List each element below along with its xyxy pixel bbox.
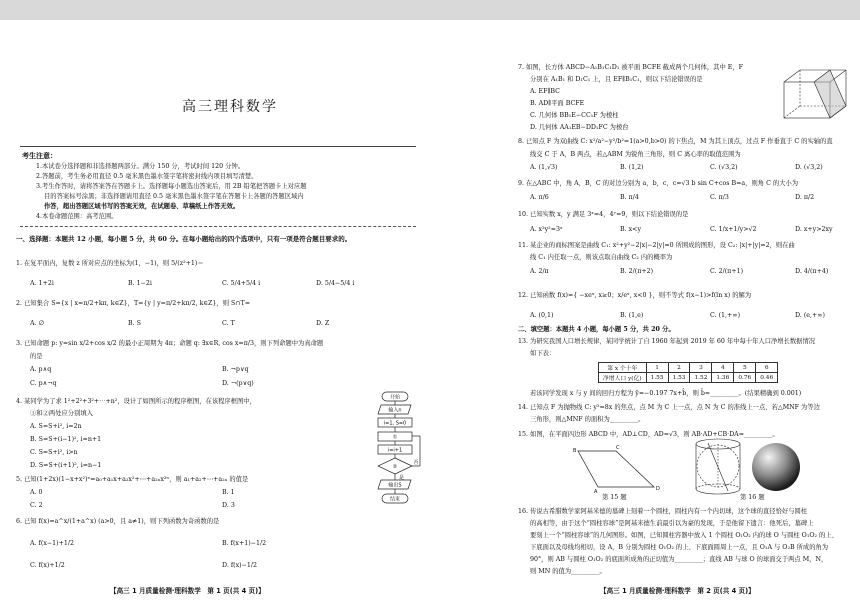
option: A. ∅	[30, 320, 45, 327]
figure-caption: 第 16 题	[740, 494, 765, 501]
option: A. 2/π	[530, 268, 549, 275]
question-4-cont: ①和②两处应分别填入	[30, 410, 93, 417]
question-4: 4. 某同学为了求 1²+2²+3²+⋯+n²，设计了如图所示的程序框图，在该程序框图中，	[16, 398, 256, 405]
question-13-cont: 如下表：	[530, 350, 556, 357]
question-7: 7. 如图，长方体 ABCD−A₁B₁C₁D₁ 被平面 BCFE 截成两个几何体，其中 E，F	[518, 64, 744, 71]
question-11: 11. 某企业的商标图案是曲线 C₁: x²+y²−2|x|−2|y|=0 所围成的图形，设 C₂: |x|+|y|=2，则在曲	[518, 242, 795, 249]
flow-end-label: 结束	[389, 496, 401, 503]
table-cell: 0.46	[756, 373, 778, 383]
option: C. f(x)+1/2	[30, 562, 65, 569]
flow-no-label: 否	[413, 460, 419, 466]
flow-input-label: 输入n	[388, 407, 402, 414]
vertex-b: B	[573, 448, 577, 454]
question-14: 14. 已知点 F 为抛物线 C: y²=8x 的焦点，点 M 为 C 上一点，点 N 为 C 的准线上一点，若△MNF 为等边	[518, 404, 820, 411]
option: B. S=S+(i−1)², i=n+1	[30, 436, 102, 443]
option: D. (e,+∞)	[795, 312, 825, 319]
flowchart	[368, 390, 426, 520]
option: A. 1+2i	[30, 280, 54, 287]
notice-line: 1.本试卷分选择题和非选择题两部分。满分 150 分，考试时间 120 分钟。	[36, 163, 245, 170]
table-cell: 1	[646, 363, 668, 373]
divider	[20, 146, 416, 147]
divider	[20, 226, 416, 227]
option: D. f(x)−1/2	[222, 562, 258, 569]
cylinder-sphere-figure	[692, 437, 802, 497]
option: D. ¬(p∨q)	[222, 380, 254, 387]
question-15: 15. 如图，在平面四边形 ABCD 中，AD⊥CD，AD=√3，则 AB·AD+CB·DA=_________。	[518, 431, 779, 438]
question-16: 16. 传说古希腊数学家阿基米德的墓碑上刻着一个圆柱，圆柱内有一个内切球，这个球的直径恰好与圆柱	[518, 508, 808, 515]
question-14-cont: 三角形，则△MNF 的面积为_________。	[530, 416, 645, 423]
question-13: 13. 为研究我国人口增长规律，某同学统计了自 1960 年起到 2019 年 60 年中每十年人口净增长数据情况	[518, 338, 816, 345]
option: D. Z	[316, 320, 330, 327]
flow-step1-label: ①	[392, 434, 398, 441]
option: C. 5/4+5/4 i	[222, 280, 261, 287]
option: A. (0,1)	[530, 312, 554, 319]
notice-line: 目的答案标号涂黑；非选择题请用直径 0.5 毫米黑色墨水签字笔在答题卡上各题的答题区域内	[44, 193, 304, 200]
exam-page-2	[430, 0, 860, 607]
flow-init-label: i=1, S=0	[383, 420, 407, 427]
option: A. f(x−1)+1/2	[30, 540, 75, 547]
option: C. S=S+i², i>n	[30, 449, 78, 456]
option: A. S=S+i², i=2n	[30, 423, 82, 430]
vertex-c: C	[616, 445, 620, 451]
question-8: 8. 已知点 F 为双曲线 C: x²/a²−y²/b²=1(a>0,b>0) 的下焦点，M 为其上顶点，过点 F 作垂直于 C 的实轴的直	[518, 138, 833, 145]
quadrilateral-figure	[570, 443, 670, 495]
option: D. 4/(π+4)	[795, 268, 829, 275]
option: C. (√3,2)	[710, 164, 738, 171]
option: D. (√3,2)	[795, 164, 823, 171]
vertex-d: D	[656, 486, 660, 492]
notice-line: 4.本卷命题范围：高考范围。	[36, 213, 118, 220]
option: D. S=S+(i+1)², i=n−1	[30, 462, 102, 469]
option: A. EF∥BC	[530, 88, 560, 95]
flow-condition-label: ②	[392, 464, 398, 470]
table-cell: 1.55	[646, 373, 668, 383]
option: B. 1−2i	[128, 280, 152, 287]
page-footer: 【高三 1 月质量检测·理科数学 第 1 页(共 4 页)】	[110, 587, 265, 595]
option: D. 几何体 AA₁EB−DD₁FC 为棱台	[530, 124, 629, 131]
option: D. x+y>2xy	[795, 226, 833, 233]
question-16-line: 则 MN 的值为_________。	[530, 568, 606, 575]
question-11-cont: 线 C₁ 内任取一点，则该点取自曲线 C₂ 内的概率为	[530, 254, 673, 261]
question-16-line: 要刻上一个“圆柱容球”的几何图形。如图，已知圆柱容器中放入 1 个圆柱 O₁O₂ 内的球 O 与圆柱 O₁O₂ 的上、	[530, 532, 838, 539]
option: D. π/2	[795, 194, 815, 201]
option: B. (1,e)	[620, 312, 644, 319]
question-16-line: 的高相等，由于这个“圆柱容球”是阿基米德生前最引以为豪的发现，于是他留下遗言：他死后，墓碑上	[530, 520, 814, 527]
option: C. 2	[30, 502, 43, 509]
table-cell: 3	[690, 363, 712, 373]
option: C. p∧¬q	[30, 380, 57, 387]
option: D. 3	[222, 502, 235, 509]
flow-yes-label: 是	[399, 475, 405, 481]
option: B. f(x+1)−1/2	[222, 540, 267, 547]
table-cell: 2	[668, 363, 690, 373]
table-cell: 1.36	[712, 373, 734, 383]
table-row	[599, 373, 778, 383]
option: A. (1,√3)	[530, 164, 558, 171]
question-10: 10. 已知实数 x，y 满足 3ˣ=4，4ʸ=9，则以下结论错误的是	[518, 211, 689, 218]
table-cell: 4	[712, 363, 734, 373]
flow-start-label: 开始	[389, 394, 401, 401]
question-2: 2. 已知集合 S={x | x=π/2+kπ, k∈Z}，T={y | y=π/2+kπ/2, k∈Z}，则 S∩T=	[16, 300, 251, 307]
scan-header-shade	[0, 0, 430, 20]
vertex-a: A	[594, 489, 598, 495]
table-cell: 净增人口 y(亿)	[599, 373, 647, 383]
exam-title: 高三理科数学	[182, 99, 278, 115]
question-7-cont: 分别在 A₁B₁ 和 D₁C₁ 上，且 EF∥B₁C₁，则以下结论错误的是	[530, 76, 703, 83]
option: A. p∧q	[30, 366, 52, 373]
option: C. 2/(π+1)	[710, 268, 744, 275]
figure-caption: 第 15 题	[602, 494, 627, 501]
question-8-cont: 线交 C 于 A，B 两点，若△ABM 为锐角三角形，则 C 离心率的取值范围为	[530, 151, 741, 158]
sphere-photo	[752, 443, 800, 491]
question-16-line: 下底面以及母线均相切，设 A，B 分别为圆柱 O₁O₂ 的上、下底面圆周上一点，且 O₁A 与 O₂B 所成的角为	[530, 544, 829, 551]
section-heading: 一、选择题：本题共 12 小题，每小题 5 分，共 60 分。在每小题给出的四个选项中，只有一项是符合题目要求的。	[16, 235, 352, 243]
option: A. 0	[30, 489, 43, 496]
table-row	[599, 363, 778, 373]
option: B. ¬p∨q	[222, 366, 249, 373]
notice-line: 2.答题前，考生务必用直径 0.5 毫米黑色墨水签字笔将密封线内项目填写清楚。	[36, 173, 258, 180]
question-16-line: 90°，则 AB 与圆柱 O₁O₂ 的底面所成角的正切值为_________；直线 AB 与球 O 的球面交于两点 M，N，	[530, 556, 828, 563]
question-13-tail: 若该同学发现 x 与 y 间的回归方程为 ŷ=−0.197 7x+b̂，则 b̂≈_________。(结果精确到 0.001)	[530, 390, 802, 397]
option: B. x<y	[620, 226, 642, 233]
option: C. T	[222, 320, 235, 327]
page-footer: 【高三 1 月质量检测·理科数学 第 2 页(共 4 页)】	[600, 587, 755, 595]
table-cell: 1.53	[668, 373, 690, 383]
option: A. π/6	[530, 194, 549, 201]
option: D. 5/4−5/4 i	[316, 280, 355, 287]
question-5: 5. 已知(1+2x)(1−x+x²)ⁿ=a₀+a₁x+a₂x²+⋯+a₂ₙx²ⁿ，则 a₁+a₂+⋯+a₂ₙ 的值是	[16, 476, 249, 483]
notice-heading: 考生注意：	[22, 151, 57, 160]
question-9: 9. 在△ABC 中，角 A，B，C 的对边分别为 a，b，c，c=√3 b sin C+cos B=a，则角 C 的大小为	[518, 180, 799, 187]
question-1: 1. 在复平面内，复数 z 所对应点的坐标为(1，−1)，则 5/(z²+1)＝	[16, 260, 204, 267]
population-table	[598, 362, 778, 383]
cuboid-figure	[780, 66, 854, 124]
option: C. (1,+∞)	[710, 312, 741, 319]
flow-step2-label: i=i+1	[387, 447, 403, 454]
table-cell: 0.76	[734, 373, 756, 383]
option: B. (1,2)	[620, 164, 644, 171]
question-3-cont: 的是	[30, 353, 43, 360]
notice-line: 3.考生作答时，请将答案答在答题卡上。选择题每小题选出答案后，用 2B 铅笔把答题卡上对应题	[36, 183, 307, 190]
table-cell: 1.52	[690, 373, 712, 383]
question-3: 3. 已知命题 p: y=sin x/2+cos x/2 的最小正周期为 4π；命题 q: ∃x∈R, cos x=π/3，则下列命题中为真命题	[16, 340, 324, 347]
question-6: 6. 已知 f(x)=a^x/(1+a^x) (a>0，且 a≠1)，则下列函数为奇函数的是	[16, 518, 220, 525]
question-12: 12. 已知函数 f(x)={ −xeˣ, x≥0；x/eˣ, x<0 }，则不等式 f(x−1)>f(ln x) 的解为	[518, 292, 752, 299]
section-heading: 二、填空题：本题共 4 小题，每小题 5 分，共 20 分。	[518, 326, 675, 333]
notice-line: 作答，超出答题区域书写的答案无效，在试题卷、草稿纸上作答无效。	[44, 203, 240, 210]
flow-output-label: 输出S	[388, 482, 402, 489]
table-cell: 6	[756, 363, 778, 373]
option: B. 1	[222, 489, 235, 496]
option: C. 1/x+1/y>√2	[710, 226, 757, 233]
option: C. π/3	[710, 194, 729, 201]
scan-header-shade	[430, 0, 860, 20]
option: B. AD∥平面 BCFE	[530, 100, 585, 107]
option: B. 2/(π+2)	[620, 268, 654, 275]
table-cell: 5	[734, 363, 756, 373]
table-cell: 第 x 个十年	[599, 363, 647, 373]
option: A. x²y²=3ˣ	[530, 226, 563, 233]
option: B. π/4	[620, 194, 639, 201]
option: C. 几何体 BB₁E−CC₁F 为棱柱	[530, 112, 619, 119]
option: B. S	[128, 320, 141, 327]
